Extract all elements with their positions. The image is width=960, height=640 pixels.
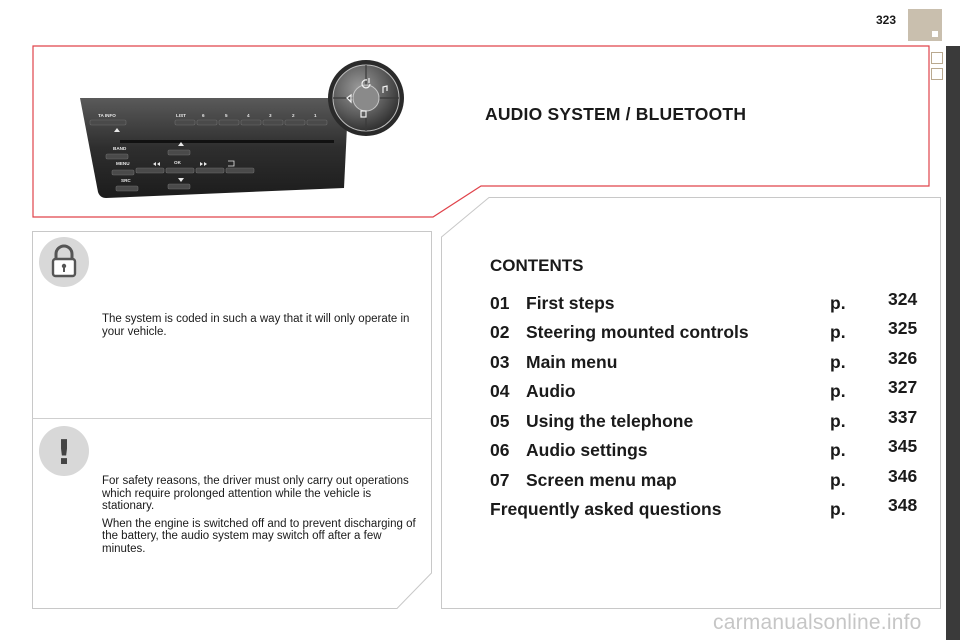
toc-number: 06 (490, 440, 510, 460)
toc-title: Audio settings (526, 440, 648, 460)
toc-number: 05 (490, 411, 510, 431)
toc-title: Audio (526, 381, 576, 401)
toc-page-prefix: p. (830, 440, 846, 460)
toc-page-prefix: p. (830, 293, 846, 313)
page-title: AUDIO SYSTEM / BLUETOOTH (485, 104, 747, 124)
toc-page-number: 326 (888, 348, 918, 368)
warning-icon (39, 426, 89, 476)
label-preset-5: 5 (225, 113, 228, 118)
toc-item[interactable] (490, 318, 930, 348)
toc-title: First steps (526, 293, 615, 313)
security-note (102, 313, 420, 343)
warning-note-text-2: When the engine is switched off and to prevent discharging of the battery, the audio system may switch off after a few minutes. (102, 517, 416, 555)
toc-page-prefix: p. (830, 470, 846, 490)
contents-heading: CONTENTS (490, 256, 584, 275)
label-preset-6: 6 (202, 113, 205, 118)
toc-title: Using the telephone (526, 411, 694, 431)
toc-item[interactable] (490, 348, 930, 378)
toc-title: Steering mounted controls (526, 322, 749, 342)
warning-note (102, 475, 420, 560)
toc-page-prefix: p. (830, 352, 846, 372)
label-ta-info: TA INFO (98, 113, 116, 118)
toc-item[interactable] (490, 377, 930, 407)
radio-panel-illustration (76, 60, 416, 204)
toc-page-prefix: p. (830, 499, 846, 519)
toc-title: Main menu (526, 352, 618, 372)
label-src: SRC (121, 178, 131, 183)
toc-page-number: 325 (888, 318, 918, 338)
security-note-text: The system is coded in such a way that it will only operate in your vehicle. (102, 313, 410, 338)
toc-page-number: 348 (888, 495, 918, 515)
toc-title: Screen menu map (526, 470, 677, 490)
toc-item[interactable] (490, 407, 930, 437)
toc-number: 03 (490, 352, 510, 372)
toc-number: 01 (490, 293, 510, 313)
toc-item[interactable] (490, 495, 930, 525)
toc-page-number: 324 (888, 289, 918, 309)
toc-page-number: 346 (888, 466, 918, 486)
label-preset-4: 4 (247, 113, 250, 118)
toc-item[interactable] (490, 436, 930, 466)
page-number: 323 (876, 13, 897, 27)
toc-title: Frequently asked questions (490, 499, 722, 519)
toc-page-number: 337 (888, 407, 918, 427)
label-menu: MENU (116, 161, 130, 166)
toc-item[interactable] (490, 466, 930, 496)
toc-page-prefix: p. (830, 411, 846, 431)
label-preset-1: 1 (314, 113, 317, 118)
padlock-icon (39, 237, 89, 287)
warning-note-text-1: For safety reasons, the driver must only carry out operations which require prolonged attention while the vehicle is stationary. (102, 475, 409, 512)
toc-page-number: 345 (888, 436, 918, 456)
label-band: BAND (113, 146, 127, 151)
toc-item[interactable] (490, 289, 930, 319)
toc-page-prefix: p. (830, 381, 846, 401)
label-ok: OK (174, 160, 181, 165)
warning-mark: ! (56, 433, 72, 473)
toc-number: 04 (490, 381, 510, 401)
watermark: carmanualsonline.info (713, 611, 922, 634)
toc-number: 07 (490, 470, 510, 490)
toc-number: 02 (490, 322, 510, 342)
label-list: LIST (176, 113, 186, 118)
toc-page-prefix: p. (830, 322, 846, 342)
label-preset-2: 2 (292, 113, 295, 118)
label-preset-3: 3 (269, 113, 272, 118)
toc-page-number: 327 (888, 377, 918, 397)
